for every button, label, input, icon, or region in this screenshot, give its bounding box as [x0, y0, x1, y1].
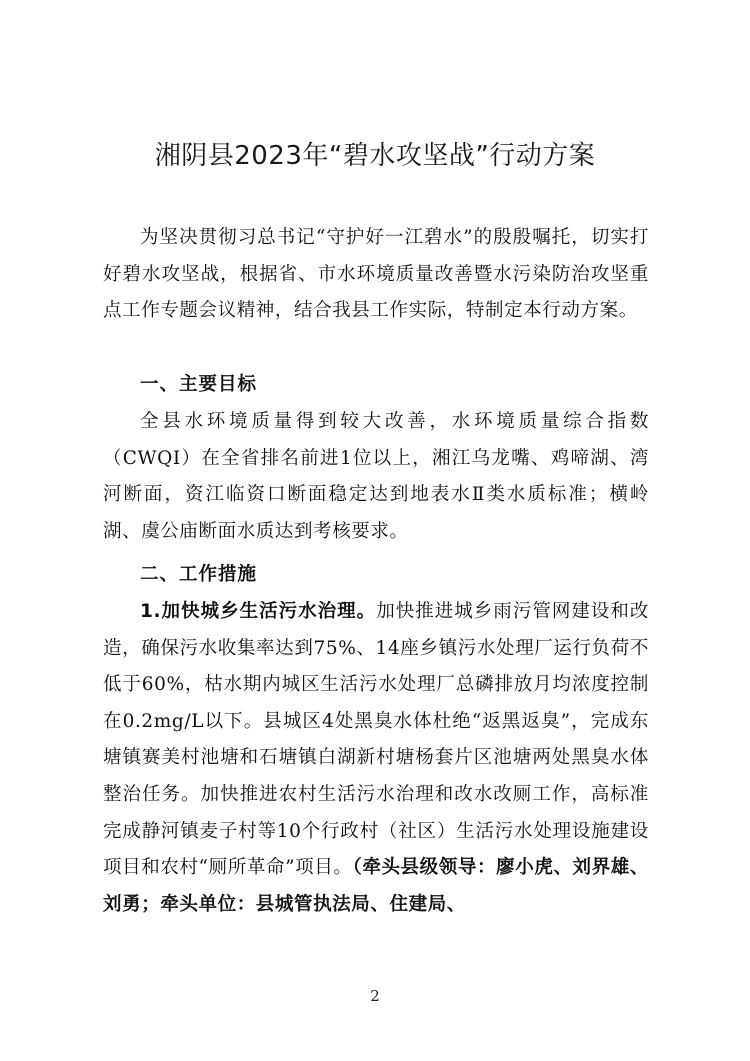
work-measure-item-1	[103, 594, 649, 923]
page-title: 湘阴县2023年“碧水攻坚战”行动方案	[154, 141, 596, 171]
work-measure-item-1-text: 加快推进城乡雨污管网建设和改造，确保污水收集率达到75%、14座乡镇污水处理厂运行负荷不低于60%，枯水期内城区生活污水处理厂总磷排放月均浓度控制在0.2mg/L以下。县城区4处黑臭水体杜绝“返黑返臭”，完成东塘镇赛美村池塘和石塘镇白湖新村塘杨套片区池塘两处黑臭水体整治任务。加快推进农村生活污水治理和改水改厕工作，高标准完成静河镇麦子村等10个行政村（社区）生活污水处理设施建设项目和农村“厕所革命”项目。	[103, 601, 650, 879]
work-measure-item-1-responsible: （牵头县级领导：廖小虎、刘界雄、刘勇；牵头单位：县城管执法局、住建局、	[103, 857, 649, 915]
page-number: 2	[370, 987, 380, 1005]
main-goals-paragraph: 全县水环境质量得到较大改善，水环境质量综合指数（CWQI）在全省排名前进1位以上，湘江乌龙嘴、鸡啼湖、湾河断面，资江临资口断面稳定达到地表水Ⅱ类水质标准；横岭湖、虞公庙断面水质达到考核要求。	[103, 411, 649, 542]
section-heading-work-measures: 二、工作措施	[140, 564, 258, 585]
section-heading-main-goals: 一、主要目标	[140, 374, 258, 395]
work-measure-item-1-lead: 1.加快城乡生活污水治理。	[140, 601, 377, 622]
intro-paragraph: 为坚决贯彻习总书记“守护好一江碧水”的殷殷嘱托，切实打好碧水攻坚战，根据省、市水环境质量改善暨水污染防治攻坚重点工作专题会议精神，结合我县工作实际，特制定本行动方案。	[103, 227, 649, 322]
